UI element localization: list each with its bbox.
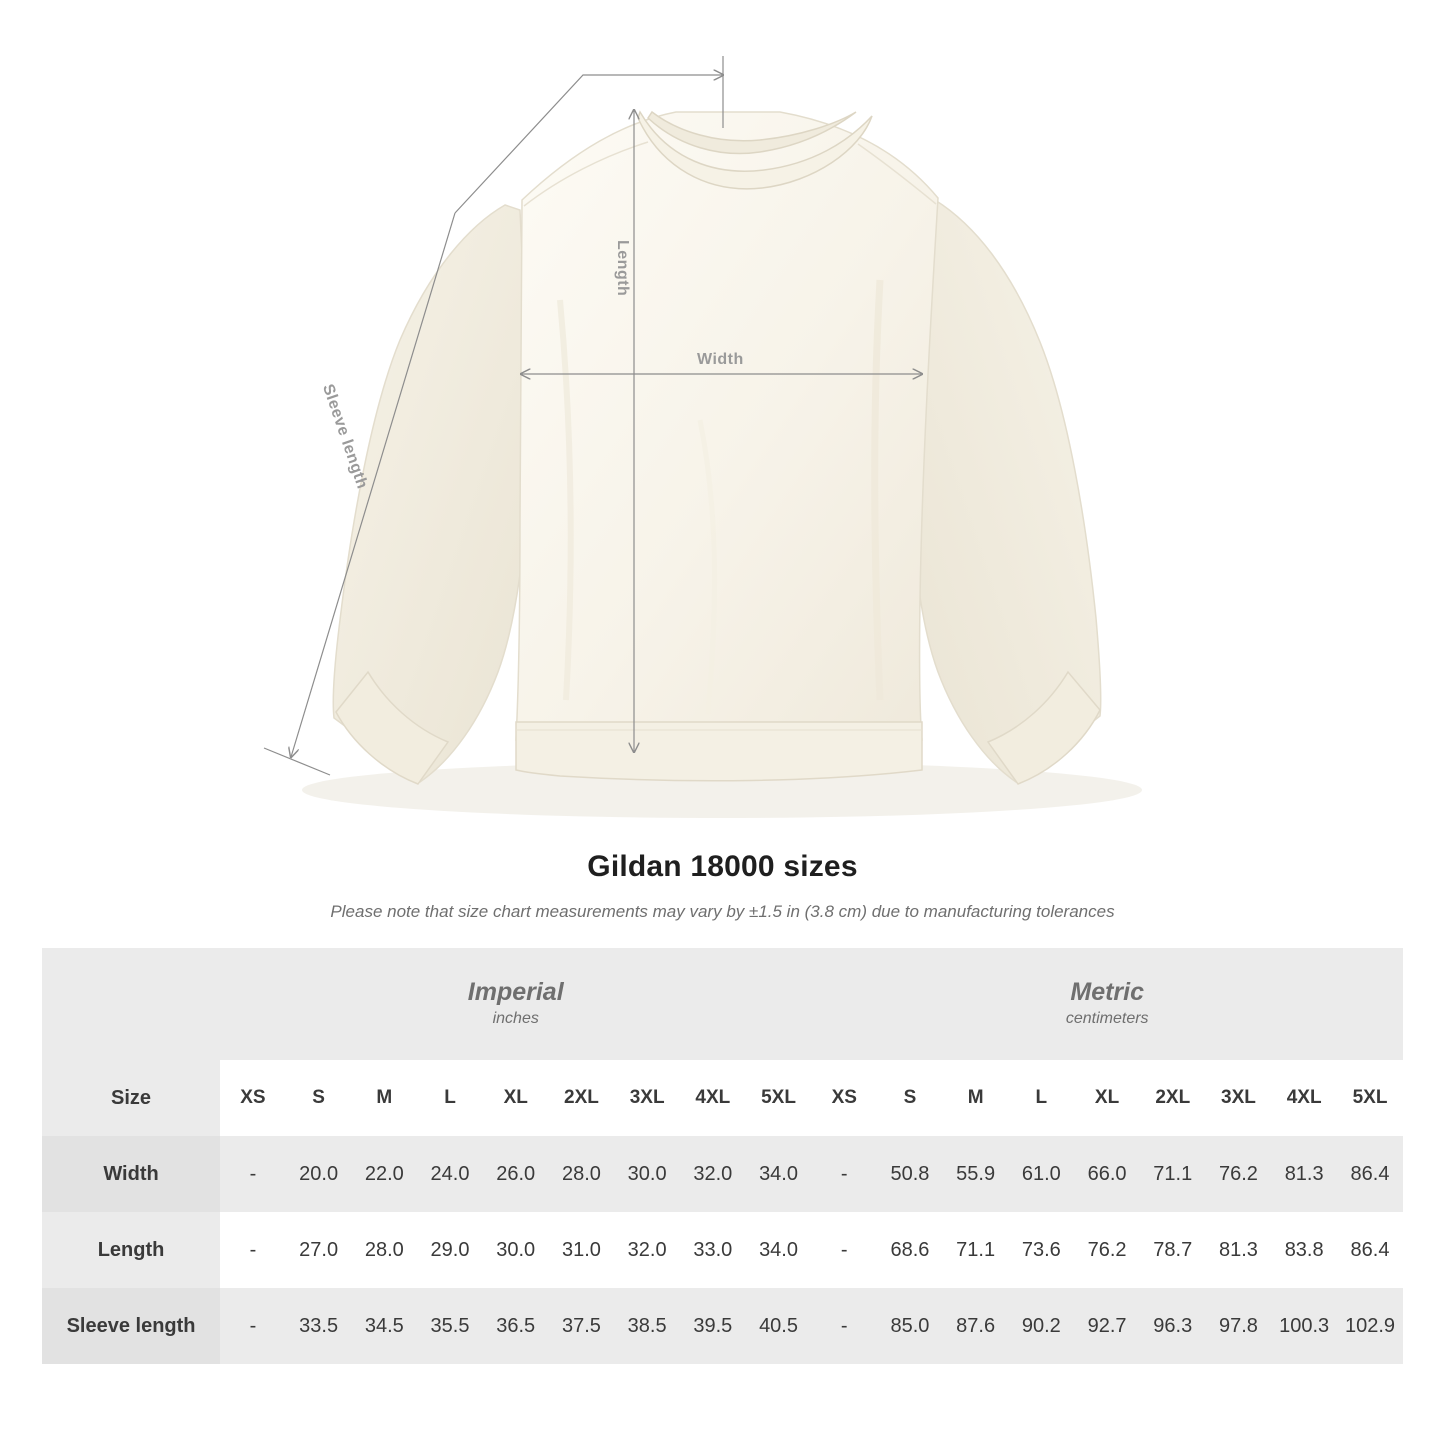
cell: 28.0 (549, 1136, 615, 1212)
cell: 81.3 (1271, 1136, 1337, 1212)
cell: 28.0 (351, 1212, 417, 1288)
cell: 34.5 (351, 1288, 417, 1364)
cell: 20.0 (286, 1136, 352, 1212)
cell: 78.7 (1140, 1212, 1206, 1288)
cell: 97.8 (1206, 1288, 1272, 1364)
size-header-cell: 2XL (1140, 1060, 1206, 1136)
cell: 55.9 (943, 1136, 1009, 1212)
cell: 83.8 (1271, 1212, 1337, 1288)
size-header-cell: M (351, 1060, 417, 1136)
cell: 76.2 (1206, 1136, 1272, 1212)
row-label-sleeve-length: Sleeve length (42, 1288, 220, 1364)
cell: - (811, 1212, 877, 1288)
cell: 39.5 (680, 1288, 746, 1364)
row-label-length: Length (42, 1212, 220, 1288)
size-header-cell: XS (220, 1060, 286, 1136)
cell: 34.0 (746, 1136, 812, 1212)
cell: 32.0 (680, 1136, 746, 1212)
cell: - (220, 1212, 286, 1288)
cell: 90.2 (1009, 1288, 1075, 1364)
cell: 61.0 (1009, 1136, 1075, 1212)
size-header-cell: M (943, 1060, 1009, 1136)
sleeve-length-dimension-label: Sleeve length (318, 382, 371, 492)
cell: - (811, 1136, 877, 1212)
cell: 34.0 (746, 1212, 812, 1288)
tolerance-note: Please note that size chart measurements may vary by ±1.5 in (3.8 cm) due to manufacturing tolerances (330, 902, 1115, 921)
cell: - (220, 1136, 286, 1212)
cell: 87.6 (943, 1288, 1009, 1364)
size-header-cell: 5XL (1337, 1060, 1403, 1136)
metric-unit-name: Metric (1070, 978, 1145, 1007)
metric-unit-header (811, 948, 1403, 1060)
cell: 73.6 (1009, 1212, 1075, 1288)
cell: 71.1 (943, 1212, 1009, 1288)
imperial-unit-name: Imperial (467, 978, 564, 1007)
length-dimension-label: Length (614, 240, 631, 297)
cell: 68.6 (877, 1212, 943, 1288)
cell: 22.0 (351, 1136, 417, 1212)
cell: 33.0 (680, 1212, 746, 1288)
metric-unit-sub: centimeters (1065, 1010, 1149, 1028)
cell: 66.0 (1074, 1136, 1140, 1212)
cell: - (811, 1288, 877, 1364)
title-block (0, 850, 1445, 922)
cell: 102.9 (1337, 1288, 1403, 1364)
cell: 32.0 (614, 1212, 680, 1288)
cell: 36.5 (483, 1288, 549, 1364)
cell: 30.0 (483, 1212, 549, 1288)
size-header-cell: 3XL (1206, 1060, 1272, 1136)
cell: 76.2 (1074, 1212, 1140, 1288)
cell: 96.3 (1140, 1288, 1206, 1364)
size-header-cell: XS (811, 1060, 877, 1136)
size-chart-table-wrapper (42, 948, 1403, 1364)
size-header-cell: 5XL (746, 1060, 812, 1136)
page-title: Gildan 18000 sizes (587, 850, 858, 883)
cell: 26.0 (483, 1136, 549, 1212)
size-header-cell: 4XL (680, 1060, 746, 1136)
size-header-cell: 2XL (549, 1060, 615, 1136)
cell: 24.0 (417, 1136, 483, 1212)
cell: 35.5 (417, 1288, 483, 1364)
cell: 37.5 (549, 1288, 615, 1364)
cell: 81.3 (1206, 1212, 1272, 1288)
row-label-width: Width (42, 1136, 220, 1212)
cell: 50.8 (877, 1136, 943, 1212)
unit-header-spacer (42, 948, 220, 1060)
table-row (42, 1212, 1403, 1288)
size-header-cell: S (877, 1060, 943, 1136)
size-header-cell: XL (1074, 1060, 1140, 1136)
cell: 86.4 (1337, 1136, 1403, 1212)
width-dimension-label: Width (697, 351, 744, 368)
size-label-cell: Size (42, 1060, 220, 1136)
cell: 40.5 (746, 1288, 812, 1364)
imperial-unit-header (220, 948, 811, 1060)
table-row (42, 1136, 1403, 1212)
cell: - (220, 1288, 286, 1364)
size-header-cell: XL (483, 1060, 549, 1136)
cell: 92.7 (1074, 1288, 1140, 1364)
cell: 86.4 (1337, 1212, 1403, 1288)
size-header-cell: 3XL (614, 1060, 680, 1136)
cell: 38.5 (614, 1288, 680, 1364)
cell: 100.3 (1271, 1288, 1337, 1364)
size-header-cell: L (1009, 1060, 1075, 1136)
size-header-cell: L (417, 1060, 483, 1136)
size-header-cell: S (286, 1060, 352, 1136)
cell: 33.5 (286, 1288, 352, 1364)
cell: 29.0 (417, 1212, 483, 1288)
cell: 31.0 (549, 1212, 615, 1288)
table-row (42, 1288, 1403, 1364)
size-header-row (42, 1060, 1403, 1136)
imperial-unit-sub: inches (492, 1010, 539, 1028)
cell: 85.0 (877, 1288, 943, 1364)
size-chart-table (42, 948, 1403, 1364)
cell: 71.1 (1140, 1136, 1206, 1212)
size-header-cell: 4XL (1271, 1060, 1337, 1136)
cell: 30.0 (614, 1136, 680, 1212)
cell: 27.0 (286, 1212, 352, 1288)
unit-header-row (42, 948, 1403, 1060)
